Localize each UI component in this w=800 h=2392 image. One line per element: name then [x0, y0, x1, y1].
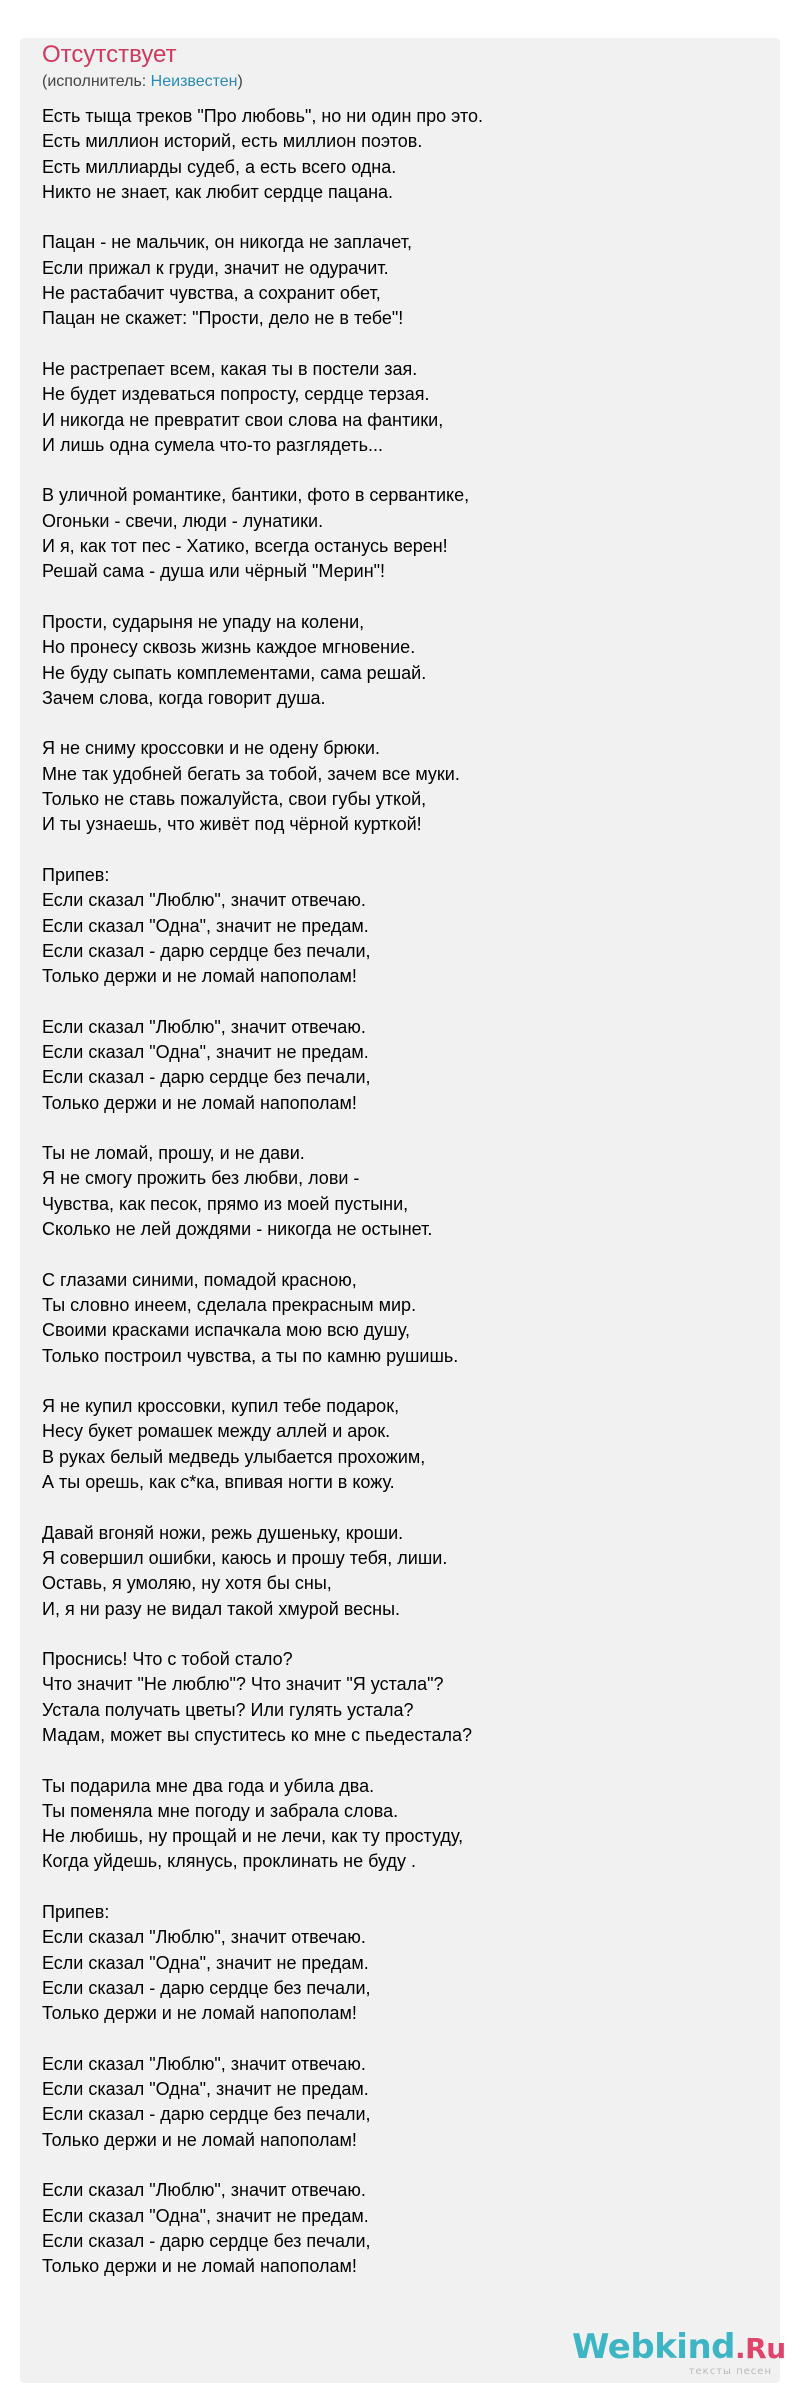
lyrics-line: Только держи и не ломай напополам!	[42, 2003, 357, 2024]
lyrics-line: Я не сниму кроссовки и не одену брюки.	[42, 738, 380, 759]
lyrics-line: Не любишь, ну прощай и не лечи, как ту простуду,	[42, 1826, 464, 1847]
lyrics-line: Я совершил ошибки, каюсь и прошу тебя, лиши.	[42, 1547, 448, 1568]
lyrics-stanza	[42, 736, 742, 837]
lyrics-line: Только не ставь пожалуйста, свои губы уткой,	[42, 789, 427, 810]
lyrics-line: Только держи и не ломай напополам!	[42, 2256, 357, 2277]
lyrics-line: Не растрепает всем, какая ты в постели зая.	[42, 358, 418, 379]
lyrics-line: Если прижал к груди, значит не одурачит.	[42, 257, 389, 278]
lyrics-body	[42, 104, 742, 2280]
lyrics-stanza	[42, 1774, 742, 1875]
lyrics-line: Если сказал "Одна", значит не предам.	[42, 2079, 369, 2100]
artist-suffix: )	[237, 73, 243, 90]
logo-subtitle: тексты песен	[688, 2366, 772, 2377]
lyrics-line: И, я ни разу не видал такой хмурой весны.	[42, 1598, 401, 1619]
lyrics-line: Мне так удобней бегать за тобой, зачем все муки.	[42, 763, 460, 784]
lyrics-line: Я не смогу прожить без любви, лови -	[42, 1168, 360, 1189]
lyrics-line: Устала получать цветы? Или гулять устала?	[42, 1699, 414, 1720]
lyrics-line: В руках белый медведь улыбается прохожим,	[42, 1446, 426, 1467]
lyrics-line: Если сказал "Одна", значит не предам.	[42, 1952, 369, 1973]
lyrics-line: Если сказал - дарю сердце без печали,	[42, 1977, 371, 1998]
lyrics-line: Не растабачит чувства, а сохранит обет,	[42, 283, 381, 304]
lyrics-line: Но пронесу сквозь жизнь каждое мгновение.	[42, 637, 416, 658]
lyrics-line: Пацан - не мальчик, он никогда не заплачет,	[42, 232, 412, 253]
lyrics-stanza	[42, 1015, 742, 1116]
lyrics-line: С глазами синими, помадой красною,	[42, 1269, 357, 1290]
lyrics-line: И ты узнаешь, что живёт под чёрной курткой!	[42, 814, 422, 835]
lyrics-stanza	[42, 1521, 742, 1622]
lyrics-line: Когда уйдешь, клянусь, проклинать не буду .	[42, 1851, 416, 1872]
lyrics-line: Припев:	[42, 864, 110, 885]
lyrics-line: Проснись! Что с тобой стало?	[42, 1649, 293, 1670]
lyrics-line: И лишь одна сумела что-то разглядеть...	[42, 434, 383, 455]
artist-line	[42, 72, 243, 92]
lyrics-line: Если сказал "Люблю", значит отвечаю.	[42, 2180, 366, 2201]
lyrics-line: Я не купил кроссовки, купил тебе подарок,	[42, 1396, 400, 1417]
lyrics-line: Если сказал "Люблю", значит отвечаю.	[42, 2053, 366, 2074]
lyrics-line: Если сказал - дарю сердце без печали,	[42, 2230, 371, 2251]
lyrics-line: Только построил чувства, а ты по камню рушишь.	[42, 1345, 459, 1366]
lyrics-line: Пацан не скажет: "Прости, дело не в тебе"!	[42, 308, 404, 329]
lyrics-line: Припев:	[42, 1902, 110, 1923]
lyrics-line: Огоньки - свечи, люди - лунатики.	[42, 510, 324, 531]
lyrics-stanza	[42, 2178, 742, 2279]
lyrics-line: Если сказал - дарю сердце без печали,	[42, 2104, 371, 2125]
lyrics-line: Если сказал - дарю сердце без печали,	[42, 1067, 371, 1088]
lyrics-stanza	[42, 1268, 742, 1369]
lyrics-line: Чувства, как песок, прямо из моей пустыни,	[42, 1193, 409, 1214]
lyrics-stanza	[42, 1647, 742, 1748]
lyrics-line: Не будет издеваться попросту, сердце терзая.	[42, 384, 430, 405]
lyrics-line: Есть миллион историй, есть миллион поэтов.	[42, 131, 423, 152]
lyrics-line: Никто не знает, как любит сердце пацана.	[42, 181, 394, 202]
site-logo[interactable]	[572, 2327, 786, 2378]
lyrics-line: Если сказал "Одна", значит не предам.	[42, 1041, 369, 1062]
logo-tld: .Ru	[735, 2332, 786, 2365]
lyrics-line: Если сказал "Люблю", значит отвечаю.	[42, 1016, 366, 1037]
artist-prefix: (исполнитель:	[42, 73, 151, 90]
lyrics-line: Только держи и не ломай напополам!	[42, 1092, 357, 1113]
lyrics-line: Есть тыща треков "Про любовь", но ни один про это.	[42, 106, 484, 126]
lyrics-line: И я, как тот пес - Хатико, всегда останусь верен!	[42, 536, 448, 557]
lyrics-line: И никогда не превратит свои слова на фантики,	[42, 409, 444, 430]
lyrics-line: Только держи и не ломай напополам!	[42, 2129, 357, 2150]
lyrics-stanza	[42, 230, 742, 331]
logo-name: Webkind	[572, 2327, 735, 2367]
lyrics-line: Что значит "Не люблю"? Что значит "Я устала"?	[42, 1674, 444, 1695]
lyrics-line: А ты орешь, как с*ка, впивая ногти в кожу.	[42, 1472, 395, 1493]
lyrics-line: Ты не ломай, прошу, и не дави.	[42, 1143, 305, 1164]
lyrics-line: Только держи и не ломай напополам!	[42, 966, 357, 987]
lyrics-line: Если сказал - дарю сердце без печали,	[42, 940, 371, 961]
lyrics-stanza	[42, 1394, 742, 1495]
lyrics-line: Прости, сударыня не упаду на колени,	[42, 611, 365, 632]
lyrics-stanza	[42, 863, 742, 989]
lyrics-line: Ты поменяла мне погоду и забрала слова.	[42, 1800, 399, 1821]
page-title: Отсутствует	[42, 41, 177, 68]
lyrics-line: Своими красками испачкала мою всю душу,	[42, 1320, 410, 1341]
lyrics-line: Зачем слова, когда говорит душа.	[42, 687, 326, 708]
lyrics-stanza	[42, 483, 742, 584]
lyrics-line: Оставь, я умоляю, ну хотя бы сны,	[42, 1573, 332, 1594]
artist-link[interactable]: Неизвестен	[150, 73, 238, 90]
lyrics-line: Сколько не лей дождями - никогда не остынет.	[42, 1219, 433, 1240]
lyrics-line: Решай сама - душа или чёрный "Мерин"!	[42, 561, 386, 582]
lyrics-line: Несу букет ромашек между аллей и арок.	[42, 1421, 391, 1442]
lyrics-stanza	[42, 610, 742, 711]
lyrics-line: Есть миллиарды судеб, а есть всего одна.	[42, 156, 397, 177]
lyrics-line: Если сказал "Одна", значит не предам.	[42, 2205, 369, 2226]
lyrics-stanza	[42, 2052, 742, 2153]
lyrics-line: Ты подарила мне два года и убила два.	[42, 1775, 375, 1796]
lyrics-line: В уличной романтике, бантики, фото в сервантике,	[42, 485, 470, 506]
lyrics-stanza	[42, 357, 742, 458]
lyrics-stanza	[42, 1141, 742, 1242]
lyrics-line: Ты словно инеем, сделала прекрасным мир.	[42, 1294, 417, 1315]
lyrics-line: Если сказал "Люблю", значит отвечаю.	[42, 1927, 366, 1948]
lyrics-line: Давай вгоняй ножи, режь душеньку, кроши.	[42, 1522, 404, 1543]
lyrics-line: Не буду сыпать комплементами, сама решай.	[42, 662, 427, 683]
lyrics-line: Если сказал "Люблю", значит отвечаю.	[42, 890, 366, 911]
lyrics-line: Если сказал "Одна", значит не предам.	[42, 915, 369, 936]
lyrics-stanza	[42, 104, 742, 205]
lyrics-line: Мадам, может вы спуститесь ко мне с пьедестала?	[42, 1725, 473, 1745]
logo-wordmark	[572, 2327, 786, 2368]
lyrics-stanza	[42, 1900, 742, 2026]
